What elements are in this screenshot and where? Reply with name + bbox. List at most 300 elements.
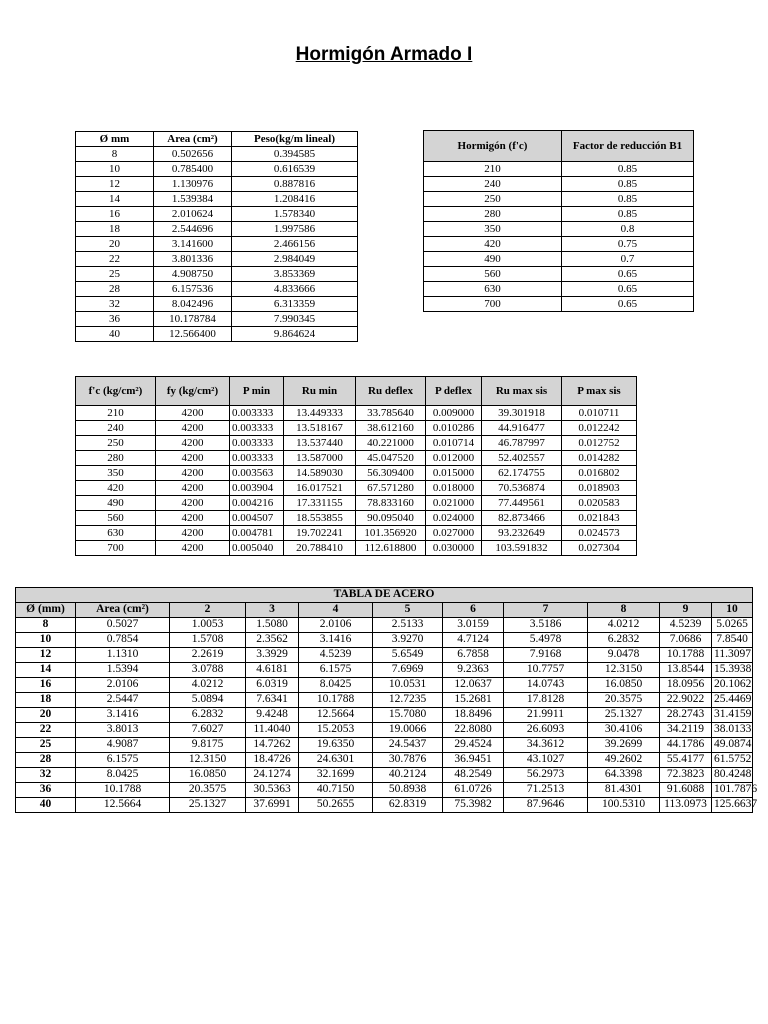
table-cell: 14 bbox=[76, 192, 154, 207]
table-row bbox=[16, 798, 753, 813]
table-cell: 6.1575 bbox=[76, 753, 170, 768]
table-cell: 25 bbox=[76, 267, 154, 282]
table-cell: 32 bbox=[16, 768, 76, 783]
table-cell: 10.0531 bbox=[373, 678, 443, 693]
table-cell: 0.5027 bbox=[76, 618, 170, 633]
table-cell: 1.5708 bbox=[170, 633, 246, 648]
table-cell: 78.833160 bbox=[356, 496, 426, 511]
table-cell: 0.024573 bbox=[562, 526, 637, 541]
table-cell: 20 bbox=[76, 237, 154, 252]
table-cell: 55.4177 bbox=[660, 753, 712, 768]
table-cell: 40.2124 bbox=[373, 768, 443, 783]
table-cell: 4.908750 bbox=[154, 267, 232, 282]
table-cell: 37.6991 bbox=[246, 798, 299, 813]
table-cell: 5.0894 bbox=[170, 693, 246, 708]
table-cell: 2.5133 bbox=[373, 618, 443, 633]
table-cell: 52.402557 bbox=[482, 451, 562, 466]
table-cell: 8.0425 bbox=[76, 768, 170, 783]
steel-table bbox=[15, 587, 758, 813]
table-cell: 0.75 bbox=[562, 237, 694, 252]
table-cell: 103.591832 bbox=[482, 541, 562, 556]
column-header: Ø mm bbox=[76, 132, 154, 147]
table-cell: 49.2602 bbox=[588, 753, 660, 768]
table-cell: 12.3150 bbox=[588, 663, 660, 678]
table-cell: 15.2681 bbox=[443, 693, 504, 708]
table-cell: 9.2363 bbox=[443, 663, 504, 678]
table-cell: 87.9646 bbox=[504, 798, 588, 813]
table-cell: 0.018000 bbox=[426, 481, 482, 496]
table-cell: 0.004507 bbox=[230, 511, 284, 526]
table-cell: 0.003333 bbox=[230, 451, 284, 466]
table-cell: 39.301918 bbox=[482, 406, 562, 421]
table-cell: 5.4978 bbox=[504, 633, 588, 648]
table-cell: 20.788410 bbox=[284, 541, 356, 556]
table-cell: 21.9911 bbox=[504, 708, 588, 723]
table-cell: 19.702241 bbox=[284, 526, 356, 541]
table-cell: 11.3097 bbox=[712, 648, 753, 663]
table-row bbox=[16, 648, 753, 663]
table-row bbox=[76, 267, 358, 282]
table-row bbox=[424, 177, 694, 192]
table-cell: 24.6301 bbox=[299, 753, 373, 768]
column-header: Ru min bbox=[284, 377, 356, 406]
table-cell: 7.6341 bbox=[246, 693, 299, 708]
table-cell: 14.589030 bbox=[284, 466, 356, 481]
table-cell: 240 bbox=[424, 177, 562, 192]
table-cell: 2.5447 bbox=[76, 693, 170, 708]
table-cell: 0.003333 bbox=[230, 421, 284, 436]
table-cell: 20.1062 bbox=[712, 678, 753, 693]
table-row bbox=[76, 237, 358, 252]
table-row bbox=[76, 421, 637, 436]
column-header: Factor de reducción B1 bbox=[562, 131, 694, 162]
table-cell: 20.3575 bbox=[170, 783, 246, 798]
table-cell: 113.0973 bbox=[660, 798, 712, 813]
table-cell: 18 bbox=[76, 222, 154, 237]
table-cell: 6.0319 bbox=[246, 678, 299, 693]
table-cell: 350 bbox=[424, 222, 562, 237]
table-cell: 0.015000 bbox=[426, 466, 482, 481]
table-cell: 13.587000 bbox=[284, 451, 356, 466]
table-cell: 14 bbox=[16, 663, 76, 678]
table-cell: 7.6969 bbox=[373, 663, 443, 678]
table-cell: 4.6181 bbox=[246, 663, 299, 678]
table-cell: 6.157536 bbox=[154, 282, 232, 297]
table-cell: 280 bbox=[76, 451, 156, 466]
table-row bbox=[424, 297, 694, 312]
table-cell: 19.6350 bbox=[299, 738, 373, 753]
table-row bbox=[76, 496, 637, 511]
table-cell: 0.85 bbox=[562, 162, 694, 177]
table-cell: 3.5186 bbox=[504, 618, 588, 633]
table-row bbox=[16, 678, 753, 693]
table-cell: 250 bbox=[76, 436, 156, 451]
table-cell: 3.1416 bbox=[299, 633, 373, 648]
table-cell: 280 bbox=[424, 207, 562, 222]
table-row bbox=[16, 753, 753, 768]
table-cell: 2.0106 bbox=[76, 678, 170, 693]
table-cell: 17.8128 bbox=[504, 693, 588, 708]
table-cell: 0.7 bbox=[562, 252, 694, 267]
table-row bbox=[76, 177, 358, 192]
table-cell: 40.7150 bbox=[299, 783, 373, 798]
table-cell: 1.997586 bbox=[232, 222, 358, 237]
table-cell: 0.887816 bbox=[232, 177, 358, 192]
table-cell: 16 bbox=[16, 678, 76, 693]
table-cell: 32.1699 bbox=[299, 768, 373, 783]
table-row bbox=[76, 526, 637, 541]
table-cell: 2.010624 bbox=[154, 207, 232, 222]
table-cell: 0.016802 bbox=[562, 466, 637, 481]
table-cell: 9.864624 bbox=[232, 327, 358, 342]
table-cell: 0.012242 bbox=[562, 421, 637, 436]
table-row bbox=[424, 162, 694, 177]
table-cell: 4200 bbox=[156, 496, 230, 511]
column-header: Area (cm²) bbox=[154, 132, 232, 147]
table-cell: 9.0478 bbox=[588, 648, 660, 663]
table-cell: 12.3150 bbox=[170, 753, 246, 768]
table-cell: 12.0637 bbox=[443, 678, 504, 693]
table-cell: 24.5437 bbox=[373, 738, 443, 753]
table-cell: 2.0106 bbox=[299, 618, 373, 633]
table-cell: 0.027304 bbox=[562, 541, 637, 556]
table-cell: 22 bbox=[16, 723, 76, 738]
table-cell: 61.5752 bbox=[712, 753, 753, 768]
table-cell: 6.2832 bbox=[588, 633, 660, 648]
table-cell: 15.7080 bbox=[373, 708, 443, 723]
column-header: Area (cm²) bbox=[76, 603, 170, 618]
table-cell: 1.539384 bbox=[154, 192, 232, 207]
table-cell: 18.553855 bbox=[284, 511, 356, 526]
table-cell: 46.787997 bbox=[482, 436, 562, 451]
bar-properties-table bbox=[75, 131, 358, 342]
table-cell: 490 bbox=[424, 252, 562, 267]
table-cell: 82.873466 bbox=[482, 511, 562, 526]
table-cell: 50.2655 bbox=[299, 798, 373, 813]
table-cell: 31.4159 bbox=[712, 708, 753, 723]
table-cell: 7.8540 bbox=[712, 633, 753, 648]
table-cell: 90.095040 bbox=[356, 511, 426, 526]
table-cell: 1.208416 bbox=[232, 192, 358, 207]
table-cell: 77.449561 bbox=[482, 496, 562, 511]
table-cell: 14.7262 bbox=[246, 738, 299, 753]
table-cell: 40.221000 bbox=[356, 436, 426, 451]
table-cell: 4200 bbox=[156, 451, 230, 466]
table-cell: 4200 bbox=[156, 511, 230, 526]
table-cell: 50.8938 bbox=[373, 783, 443, 798]
table-cell: 0.394585 bbox=[232, 147, 358, 162]
table-cell: 10.1788 bbox=[299, 693, 373, 708]
table-cell: 10.7757 bbox=[504, 663, 588, 678]
table-cell: 210 bbox=[424, 162, 562, 177]
table-cell: 12.566400 bbox=[154, 327, 232, 342]
table-cell: 0.8 bbox=[562, 222, 694, 237]
table-row bbox=[76, 406, 637, 421]
table-cell: 420 bbox=[76, 481, 156, 496]
steel-ratio-table bbox=[75, 376, 637, 556]
table-cell: 18.0956 bbox=[660, 678, 712, 693]
table-cell: 1.130976 bbox=[154, 177, 232, 192]
table-cell: 6.2832 bbox=[170, 708, 246, 723]
table-cell: 4.0212 bbox=[170, 678, 246, 693]
table-cell: 25 bbox=[16, 738, 76, 753]
table-row bbox=[16, 708, 753, 723]
table-cell: 1.5080 bbox=[246, 618, 299, 633]
column-header: Ø (mm) bbox=[16, 603, 76, 618]
column-header: Peso(kg/m lineal) bbox=[232, 132, 358, 147]
table-cell: 8.0425 bbox=[299, 678, 373, 693]
table-cell: 0.616539 bbox=[232, 162, 358, 177]
column-header: P min bbox=[230, 377, 284, 406]
table-cell: 3.141600 bbox=[154, 237, 232, 252]
table-cell: 560 bbox=[424, 267, 562, 282]
table-cell: 3.1416 bbox=[76, 708, 170, 723]
table-row bbox=[16, 693, 753, 708]
table-cell: 2.984049 bbox=[232, 252, 358, 267]
table-row bbox=[424, 222, 694, 237]
table-row bbox=[76, 466, 637, 481]
table-cell: 33.785640 bbox=[356, 406, 426, 421]
table-row bbox=[424, 252, 694, 267]
table-cell: 4200 bbox=[156, 421, 230, 436]
table-row bbox=[76, 511, 637, 526]
table-cell: 3.0788 bbox=[170, 663, 246, 678]
column-header: Hormigón (f'c) bbox=[424, 131, 562, 162]
column-header: fy (kg/cm²) bbox=[156, 377, 230, 406]
table-cell: 0.004781 bbox=[230, 526, 284, 541]
table-cell: 9.8175 bbox=[170, 738, 246, 753]
table-cell: 0.85 bbox=[562, 207, 694, 222]
column-header: f'c (kg/cm²) bbox=[76, 377, 156, 406]
table-cell: 81.4301 bbox=[588, 783, 660, 798]
table-cell: 30.4106 bbox=[588, 723, 660, 738]
table-cell: 22 bbox=[76, 252, 154, 267]
table-cell: 630 bbox=[424, 282, 562, 297]
table-cell: 4.0212 bbox=[588, 618, 660, 633]
table-row bbox=[76, 327, 358, 342]
table-row bbox=[76, 147, 358, 162]
table-cell: 30.5363 bbox=[246, 783, 299, 798]
table-cell: 210 bbox=[76, 406, 156, 421]
table-cell: 10.1788 bbox=[76, 783, 170, 798]
table-cell: 1.1310 bbox=[76, 648, 170, 663]
table-cell: 0.85 bbox=[562, 192, 694, 207]
table-cell: 0.012000 bbox=[426, 451, 482, 466]
table-cell: 16.0850 bbox=[170, 768, 246, 783]
table-cell: 0.785400 bbox=[154, 162, 232, 177]
table-cell: 7.6027 bbox=[170, 723, 246, 738]
table-cell: 34.2119 bbox=[660, 723, 712, 738]
table-cell: 15.3938 bbox=[712, 663, 753, 678]
table-cell: 700 bbox=[76, 541, 156, 556]
table-cell: 0.003333 bbox=[230, 436, 284, 451]
table-cell: 5.0265 bbox=[712, 618, 753, 633]
table-cell: 4200 bbox=[156, 481, 230, 496]
table-cell: 26.6093 bbox=[504, 723, 588, 738]
table-cell: 7.0686 bbox=[660, 633, 712, 648]
column-header: Ru max sis bbox=[482, 377, 562, 406]
table-cell: 36 bbox=[16, 783, 76, 798]
table-cell: 4200 bbox=[156, 466, 230, 481]
table-cell: 0.027000 bbox=[426, 526, 482, 541]
table-cell: 6.7858 bbox=[443, 648, 504, 663]
table-cell: 101.356920 bbox=[356, 526, 426, 541]
table-cell: 44.916477 bbox=[482, 421, 562, 436]
table-cell: 32 bbox=[76, 297, 154, 312]
table-row bbox=[16, 768, 753, 783]
table-cell: 0.003333 bbox=[230, 406, 284, 421]
table-cell: 10.178784 bbox=[154, 312, 232, 327]
table-cell: 4200 bbox=[156, 436, 230, 451]
table-cell: 19.0066 bbox=[373, 723, 443, 738]
table-cell: 630 bbox=[76, 526, 156, 541]
table-row bbox=[76, 162, 358, 177]
table-row bbox=[16, 663, 753, 678]
column-header: 8 bbox=[588, 603, 660, 618]
table-cell: 8 bbox=[76, 147, 154, 162]
table-cell: 350 bbox=[76, 466, 156, 481]
column-header: 9 bbox=[660, 603, 712, 618]
table-cell: 20 bbox=[16, 708, 76, 723]
table-cell: 10.1788 bbox=[660, 648, 712, 663]
table-cell: 40 bbox=[16, 798, 76, 813]
column-header: 5 bbox=[373, 603, 443, 618]
table-cell: 4.833666 bbox=[232, 282, 358, 297]
table-cell: 24.1274 bbox=[246, 768, 299, 783]
table-cell: 93.232649 bbox=[482, 526, 562, 541]
table-cell: 1.5394 bbox=[76, 663, 170, 678]
table-row bbox=[76, 481, 637, 496]
table-cell: 12 bbox=[76, 177, 154, 192]
table-cell: 3.9270 bbox=[373, 633, 443, 648]
table-cell: 101.7876 bbox=[712, 783, 753, 798]
table-cell: 4200 bbox=[156, 526, 230, 541]
column-header: 3 bbox=[246, 603, 299, 618]
table-cell: 13.449333 bbox=[284, 406, 356, 421]
table-cell: 240 bbox=[76, 421, 156, 436]
table-row bbox=[76, 297, 358, 312]
table-row bbox=[424, 237, 694, 252]
table-cell: 29.4524 bbox=[443, 738, 504, 753]
table-row bbox=[424, 192, 694, 207]
table-cell: 15.2053 bbox=[299, 723, 373, 738]
table-header-row bbox=[424, 131, 694, 162]
table-cell: 7.990345 bbox=[232, 312, 358, 327]
table-cell: 10 bbox=[16, 633, 76, 648]
table-cell: 44.1786 bbox=[660, 738, 712, 753]
table-cell: 39.2699 bbox=[588, 738, 660, 753]
table-cell: 100.5310 bbox=[588, 798, 660, 813]
table-row bbox=[424, 207, 694, 222]
table-row bbox=[76, 451, 637, 466]
table-cell: 0.010714 bbox=[426, 436, 482, 451]
table-cell: 18.8496 bbox=[443, 708, 504, 723]
table-cell: 1.578340 bbox=[232, 207, 358, 222]
table-cell: 3.801336 bbox=[154, 252, 232, 267]
table-cell: 25.1327 bbox=[588, 708, 660, 723]
table-row bbox=[76, 541, 637, 556]
table-cell: 4.5239 bbox=[299, 648, 373, 663]
table-cell: 38.0133 bbox=[712, 723, 753, 738]
table-cell: 20.3575 bbox=[588, 693, 660, 708]
table-cell: 18.4726 bbox=[246, 753, 299, 768]
table-cell: 125.6637 bbox=[712, 798, 753, 813]
table-cell: 64.3398 bbox=[588, 768, 660, 783]
table-cell: 12.5664 bbox=[76, 798, 170, 813]
table-cell: 70.536874 bbox=[482, 481, 562, 496]
table-cell: 56.309400 bbox=[356, 466, 426, 481]
table-cell: 38.612160 bbox=[356, 421, 426, 436]
table-row bbox=[16, 783, 753, 798]
table-cell: 40 bbox=[76, 327, 154, 342]
table-cell: 3.853369 bbox=[232, 267, 358, 282]
table-cell: 0.012752 bbox=[562, 436, 637, 451]
table-row bbox=[16, 738, 753, 753]
page-title: Hormigón Armado I bbox=[295, 44, 473, 65]
table-cell: 62.174755 bbox=[482, 466, 562, 481]
table-cell: 0.030000 bbox=[426, 541, 482, 556]
table-cell: 7.9168 bbox=[504, 648, 588, 663]
table-cell: 4.5239 bbox=[660, 618, 712, 633]
column-header: 10 bbox=[712, 603, 753, 618]
table-cell: 56.2973 bbox=[504, 768, 588, 783]
table-cell: 2.2619 bbox=[170, 648, 246, 663]
table-cell: 10 bbox=[76, 162, 154, 177]
table-cell: 3.0159 bbox=[443, 618, 504, 633]
table-cell: 12.5664 bbox=[299, 708, 373, 723]
column-header: Ru deflex bbox=[356, 377, 426, 406]
column-header: P max sis bbox=[562, 377, 637, 406]
table-cell: 13.8544 bbox=[660, 663, 712, 678]
table-row bbox=[76, 436, 637, 451]
table-cell: 0.65 bbox=[562, 297, 694, 312]
table-row bbox=[76, 207, 358, 222]
column-header: 7 bbox=[504, 603, 588, 618]
table-cell: 13.518167 bbox=[284, 421, 356, 436]
table-cell: 72.3823 bbox=[660, 768, 712, 783]
table-cell: 43.1027 bbox=[504, 753, 588, 768]
table-cell: 420 bbox=[424, 237, 562, 252]
table-cell: 0.009000 bbox=[426, 406, 482, 421]
table-row bbox=[16, 633, 753, 648]
table-cell: 4.7124 bbox=[443, 633, 504, 648]
table-cell: 0.014282 bbox=[562, 451, 637, 466]
table-cell: 36 bbox=[76, 312, 154, 327]
table-cell: 3.3929 bbox=[246, 648, 299, 663]
table-cell: 12 bbox=[16, 648, 76, 663]
table-cell: 22.8080 bbox=[443, 723, 504, 738]
table-cell: 49.0874 bbox=[712, 738, 753, 753]
table-header-row bbox=[16, 603, 753, 618]
table-cell: 13.537440 bbox=[284, 436, 356, 451]
table-cell: 11.4040 bbox=[246, 723, 299, 738]
table-cell: 490 bbox=[76, 496, 156, 511]
table-cell: 5.6549 bbox=[373, 648, 443, 663]
table-cell: 25.4469 bbox=[712, 693, 753, 708]
table-cell: 4200 bbox=[156, 406, 230, 421]
table-cell: 75.3982 bbox=[443, 798, 504, 813]
table-cell: 71.2513 bbox=[504, 783, 588, 798]
table-cell: 8.042496 bbox=[154, 297, 232, 312]
table-row bbox=[16, 723, 753, 738]
table-cell: 6.1575 bbox=[299, 663, 373, 678]
table-cell: 36.9451 bbox=[443, 753, 504, 768]
table-cell: 28 bbox=[16, 753, 76, 768]
table-cell: 28.2743 bbox=[660, 708, 712, 723]
table-row bbox=[76, 312, 358, 327]
table-cell: 2.3562 bbox=[246, 633, 299, 648]
table-cell: 0.010711 bbox=[562, 406, 637, 421]
